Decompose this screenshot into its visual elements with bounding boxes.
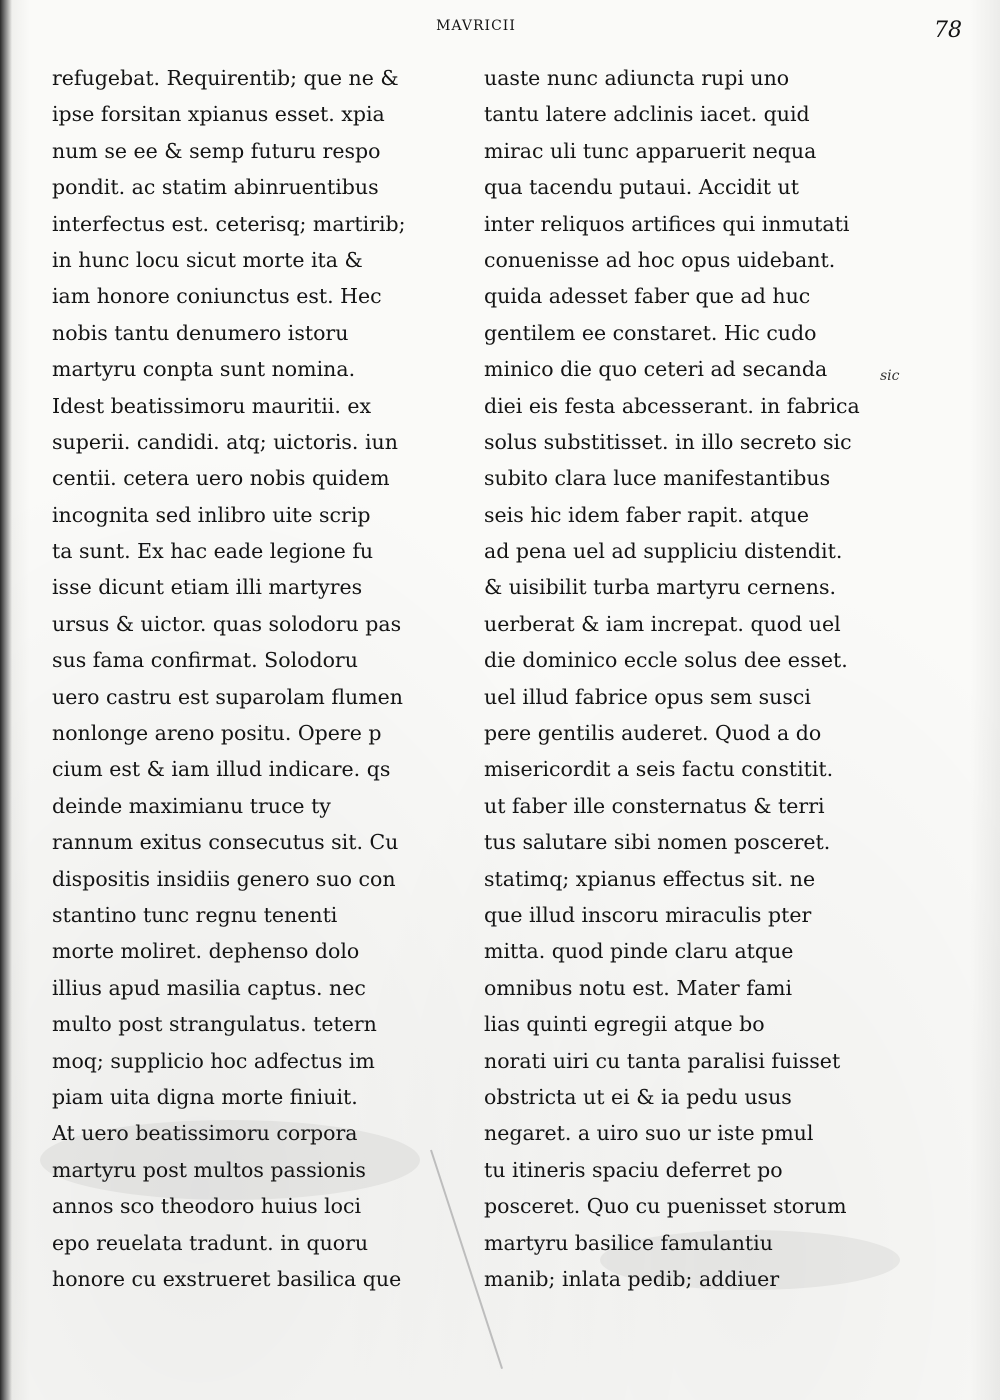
manuscript-line: Idest beatissimoru mauritii. ex bbox=[52, 393, 372, 418]
manuscript-line: ta sunt. Ex hac eade legione fu bbox=[52, 539, 374, 564]
manuscript-line: iam honore coniunctus est. Hec bbox=[52, 284, 382, 309]
manuscript-line: uaste nunc adiuncta rupi uno bbox=[484, 66, 790, 90]
manuscript-line: pondit. ac statim abinruentibus bbox=[52, 175, 379, 200]
manuscript-line: obstricta ut ei & ia pedu usus bbox=[484, 1084, 792, 1109]
manuscript-line: piam uita digna morte finiuit. bbox=[52, 1084, 358, 1109]
manuscript-line: inter reliquos artifices qui inmutati bbox=[484, 211, 850, 236]
manuscript-line: ad pena uel ad suppliciu distendit. bbox=[484, 539, 843, 564]
manuscript-line: dispositis insidiis genero suo con bbox=[52, 866, 396, 891]
manuscript-line: ipse forsitan xpianus esset. xpia bbox=[52, 102, 385, 127]
manuscript-line: sus fama confirmat. Solodoru bbox=[52, 648, 358, 673]
manuscript-line: At uero beatissimoru corpora bbox=[52, 1121, 358, 1146]
manuscript-line: superii. candidi. atq; uictoris. iun bbox=[52, 429, 398, 454]
manuscript-line: conuenisse ad hoc opus uidebant. bbox=[484, 247, 836, 272]
manuscript-line: uerberat & iam increpat. quod uel bbox=[484, 611, 841, 636]
manuscript-line: diei eis festa abcesserant. in fabrica bbox=[484, 393, 860, 418]
manuscript-line: & uisibilit turba martyru cernens. bbox=[484, 575, 837, 600]
manuscript-line: ut faber ille consternatus & terri bbox=[484, 793, 825, 818]
manuscript-line: moq; supplicio hoc adfectus im bbox=[52, 1048, 375, 1073]
manuscript-line: rannum exitus consecutus sit. Cu bbox=[52, 830, 399, 855]
manuscript-line: martyru conpta sunt nomina. bbox=[52, 357, 356, 382]
manuscript-line: solus substitisset. in illo secreto sic bbox=[484, 429, 852, 454]
manuscript-line: manib; inlata pedib; addiuer bbox=[484, 1266, 780, 1291]
manuscript-line: que illud inscoru miraculis pter bbox=[484, 902, 812, 927]
manuscript-line: multo post strangulatus. tetern bbox=[52, 1012, 377, 1037]
manuscript-line: martyru basilice famulantiu bbox=[484, 1230, 773, 1255]
manuscript-line: uel illud fabrice opus sem susci bbox=[484, 684, 811, 709]
manuscript-line: omnibus notu est. Mater fami bbox=[484, 975, 793, 1000]
manuscript-line: nonlonge areno positu. Opere p bbox=[52, 721, 382, 746]
manuscript-line: minico die quo ceteri ad secanda bbox=[484, 357, 828, 382]
manuscript-line: morte moliret. dephenso dolo bbox=[52, 939, 360, 964]
running-title: MAVRICII bbox=[436, 18, 516, 34]
manuscript-line: misericordit a seis factu constitit. bbox=[484, 757, 834, 782]
manuscript-line: isse dicunt etiam illi martyres bbox=[52, 575, 363, 600]
manuscript-line: in hunc locu sicut morte ita & bbox=[52, 247, 363, 272]
manuscript-line: nobis tantu denumero istoru bbox=[52, 320, 349, 345]
manuscript-line: honore cu exstrueret basilica que bbox=[52, 1266, 402, 1291]
manuscript-line: lias quinti egregii atque bo bbox=[484, 1012, 765, 1037]
manuscript-line: qua tacendu putaui. Accidit ut bbox=[484, 175, 799, 200]
manuscript-line: mirac uli tunc apparuerit nequa bbox=[484, 138, 817, 163]
manuscript-line: die dominico eccle solus dee esset. bbox=[484, 648, 848, 673]
manuscript-line: seis hic idem faber rapit. atque bbox=[484, 502, 810, 527]
left-text-column bbox=[52, 60, 462, 1297]
manuscript-line: norati uiri cu tanta paralisi fuisset bbox=[484, 1048, 841, 1073]
manuscript-line: refugebat. Requirentib; que ne & bbox=[52, 66, 399, 90]
interlinear-correction: sic bbox=[880, 368, 900, 384]
manuscript-line: epo reuelata tradunt. in quoru bbox=[52, 1230, 369, 1255]
manuscript-line: tantu latere adclinis iacet. quid bbox=[484, 102, 810, 127]
manuscript-line: ursus & uictor. quas solodoru pas bbox=[52, 611, 402, 636]
manuscript-line: deinde maximianu truce ty bbox=[52, 793, 331, 818]
manuscript-line: pere gentilis auderet. Quod a do bbox=[484, 721, 822, 746]
folio-number: 78 bbox=[934, 18, 962, 43]
manuscript-line: illius apud masilia captus. nec bbox=[52, 975, 366, 1000]
manuscript-line: stantino tunc regnu tenenti bbox=[52, 902, 338, 927]
manuscript-line: incognita sed inlibro uite scrip bbox=[52, 502, 371, 527]
manuscript-line: num se ee & semp futuru respo bbox=[52, 138, 381, 163]
manuscript-line: mitta. quod pinde claru atque bbox=[484, 939, 794, 964]
manuscript-line: tu itineris spaciu deferret po bbox=[484, 1157, 783, 1182]
manuscript-line: statimq; xpianus effectus sit. ne bbox=[484, 866, 816, 891]
manuscript-line: martyru post multos passionis bbox=[52, 1157, 366, 1182]
manuscript-line: tus salutare sibi nomen posceret. bbox=[484, 830, 831, 855]
binding-edge bbox=[0, 0, 12, 1400]
manuscript-line: negaret. a uiro suo ur iste pmul bbox=[484, 1121, 814, 1146]
manuscript-line: interfectus est. ceterisq; martirib; bbox=[52, 211, 406, 236]
manuscript-line: quida adesset faber que ad huc bbox=[484, 284, 811, 309]
manuscript-line: uero castru est suparolam flumen bbox=[52, 684, 403, 709]
manuscript-line: cium est & iam illud indicare. qs bbox=[52, 757, 391, 782]
manuscript-line: centii. cetera uero nobis quidem bbox=[52, 466, 390, 491]
manuscript-line: gentilem ee constaret. Hic cudo bbox=[484, 320, 817, 345]
manuscript-line: annos sco theodoro huius loci bbox=[52, 1194, 362, 1219]
right-text-column bbox=[484, 60, 924, 1297]
manuscript-line: subito clara luce manifestantibus bbox=[484, 466, 831, 491]
manuscript-line: posceret. Quo cu puenisset storum bbox=[484, 1194, 847, 1219]
